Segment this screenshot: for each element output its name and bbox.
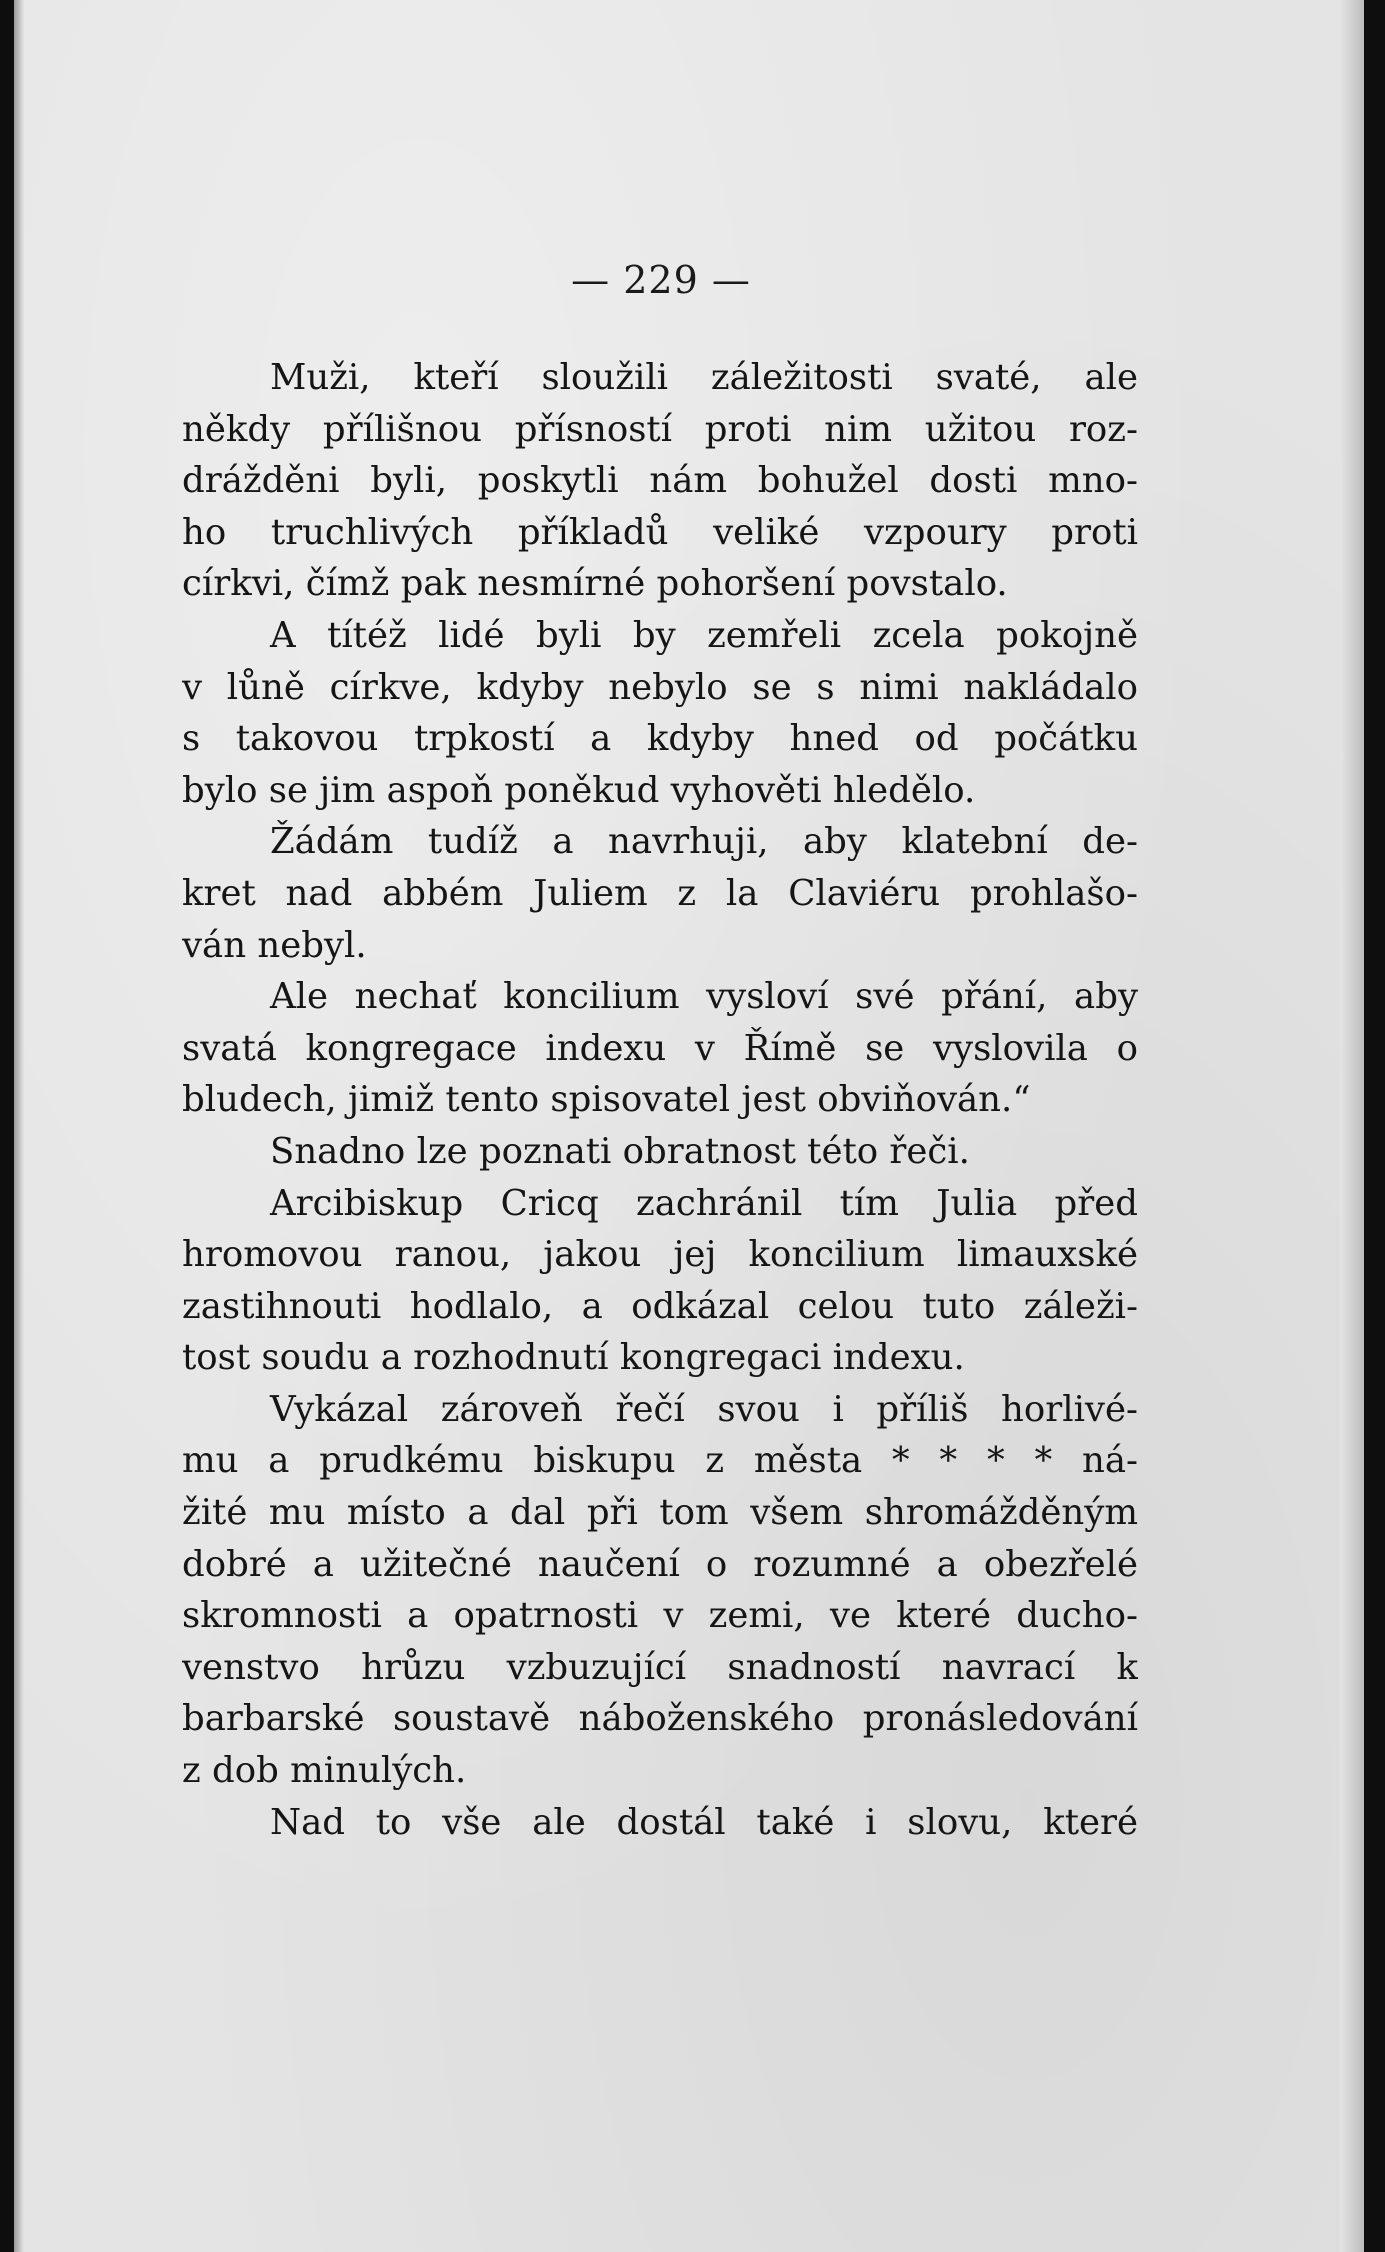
text-line: Žádám tudíž a navrhuji, aby klatební de- [270, 821, 1138, 863]
text-line: z dob minulých. [182, 1750, 467, 1792]
text-line: s takovou trpkostí a kdyby hned od počátku [182, 718, 1138, 760]
text-line: bludech, jimiž tento spisovatel jest obviňován.“ [182, 1079, 1031, 1121]
text-line: Ale nechať koncilium vysloví své přání, aby [270, 976, 1138, 1018]
text-line: Arcibiskup Cricq zachránil tím Julia před [270, 1182, 1138, 1224]
text-line: bylo se jim aspoň poněkud vyhověti hledělo. [182, 769, 976, 811]
text-line: Vykázal zároveň řečí svou i příliš horlivé- [270, 1388, 1138, 1430]
text-line: Muži, kteří sloužili záležitosti svaté, ale [270, 357, 1138, 398]
text-line: ho truchlivých příkladů veliké vzpoury proti [182, 511, 1138, 553]
text-line: v lůně církve, kdyby nebylo se s nimi nakládalo [182, 666, 1138, 708]
text-line: venstvo hrůzu vzbuzující snadností navrací k [182, 1646, 1138, 1688]
body-text [182, 352, 1138, 1848]
text-line: Snadno lze poznati obratnost této řeči. [270, 1130, 970, 1172]
text-line: tost soudu a rozhodnutí kongregaci indexu. [182, 1337, 965, 1379]
text-line: hromovou ranou, jakou jej koncilium limauxské [182, 1234, 1138, 1276]
text-line: kret nad abbém Juliem z la Claviéru prohlašo- [182, 872, 1138, 914]
text-line: A títéž lidé byli by zemřeli zcela pokojně [270, 614, 1138, 656]
text-line: zastihnouti hodlalo, a odkázal celou tuto záleži- [182, 1285, 1138, 1327]
text-line: církvi, čímž pak nesmírné pohoršení povstalo. [182, 563, 1008, 605]
text-line: žité mu místo a dal při tom všem shromážděným [182, 1492, 1138, 1534]
text-line: svatá kongregace indexu v Římě se vyslovila o [182, 1027, 1138, 1069]
text-line: skromnosti a opatrnosti v zemi, ve které ducho- [182, 1595, 1138, 1637]
page-edge-shadow-right [1340, 0, 1364, 2252]
text-line: drážděni byli, poskytli nám bohužel dosti mno- [182, 460, 1138, 502]
page-edge-shadow-left [14, 0, 24, 2252]
page-number: — 229 — [571, 258, 751, 302]
text-line: mu a prudkému biskupu z města * * * * ná- [182, 1440, 1138, 1482]
text-line: někdy přílišnou přísností proti nim užitou roz- [182, 408, 1138, 450]
text-line: barbarské soustavě náboženského pronásledování [182, 1698, 1138, 1740]
text-line: dobré a užitečné naučení o rozumné a obezřelé [182, 1543, 1138, 1585]
text-line: Nad to vše ale dostál také i slovu, které [270, 1801, 1138, 1843]
text-line: ván nebyl. [182, 924, 367, 966]
